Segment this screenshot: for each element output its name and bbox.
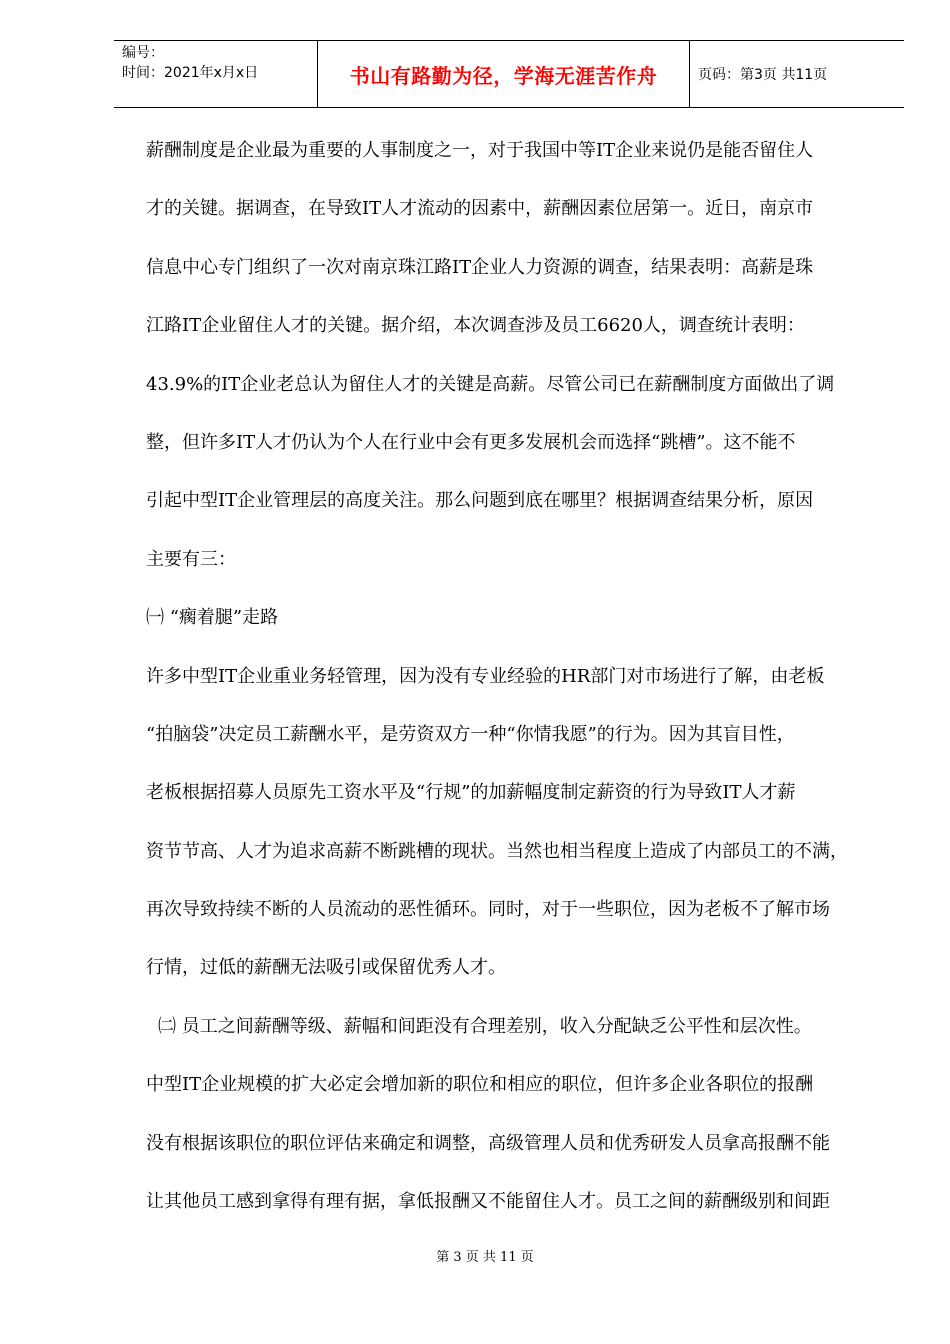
body-line: 才的关键。据调查，在导致IT人才流动的因素中，薪酬因素位居第一。近日，南京市 [146, 198, 814, 220]
document-body [146, 122, 886, 1231]
section-heading-2: ㈡ 员工之间薪酬等级、薪幅和间距没有合理差别，收入分配缺乏公平性和层次性。 [158, 1015, 812, 1037]
section-heading-1: ㈠ “瘸着腿”走路 [146, 607, 279, 629]
document-time-label: 时间：2021年x月x日 [122, 65, 259, 81]
page-footer: 第 3 页 共 11 页 [436, 1250, 534, 1265]
body-line: 江路IT企业留住人才的关键。据介绍，本次调查涉及员工6620人，调查统计表明： [146, 315, 805, 337]
body-line: 再次导致持续不断的人员流动的恶性循环。同时，对于一些职位，因为老板不了解市场 [146, 899, 830, 921]
body-line: 资节节高、人才为追求高薪不断跳槽的现状。当然也相当程度上造成了内部员工的不满， [146, 840, 848, 862]
header-meta [114, 41, 317, 107]
body-line: 让其他员工感到拿得有理有据，拿低报酬又不能留住人才。员工之间的薪酬级别和间距 [146, 1191, 830, 1213]
body-line: 主要有三： [146, 548, 236, 570]
body-line: 薪酬制度是企业最为重要的人事制度之一，对于我国中等IT企业来说仍是能否留住人 [146, 140, 814, 161]
body-line: 引起中型IT企业管理层的高度关注。那么问题到底在哪里？根据调查结果分析，原因 [146, 490, 814, 512]
body-line: 老板根据招募人员原先工资水平及“行规”的加薪幅度制定薪资的行为导致IT人才薪 [146, 782, 796, 804]
body-line: 中型IT企业规模的扩大必定会增加新的职位和相应的职位，但许多企业各职位的报酬 [146, 1074, 814, 1096]
document-number-label: 编号： [122, 45, 164, 61]
body-line: 许多中型IT企业重业务轻管理，因为没有专业经验的HR部门对市场进行了解，由老板 [146, 665, 825, 687]
body-line: 43.9%的IT企业老总认为留住人才的关键是高薪。尽管公司已在薪酬制度方面做出了调 [146, 373, 835, 395]
header-motto: 书山有路勤为径，学海无涯苦作舟 [317, 41, 690, 107]
body-line: 行情，过低的薪酬无法吸引或保留优秀人才。 [146, 957, 506, 979]
page-header [114, 40, 904, 108]
body-line: 信息中心专门组织了一次对南京珠江路IT企业人力资源的调查，结果表明：高薪是珠 [146, 256, 814, 278]
header-page-number: 页码：第3页 共11页 [698, 67, 828, 83]
body-line: “拍脑袋”决定员工薪酬水平，是劳资双方一种“你情我愿”的行为。因为其盲目性， [146, 723, 795, 745]
body-line: 整，但许多IT人才仍认为个人在行业中会有更多发展机会而选择“跳槽”。这不能不 [146, 431, 796, 453]
body-line: 没有根据该职位的职位评估来确定和调整，高级管理人员和优秀研发人员拿高报酬不能 [146, 1132, 830, 1154]
